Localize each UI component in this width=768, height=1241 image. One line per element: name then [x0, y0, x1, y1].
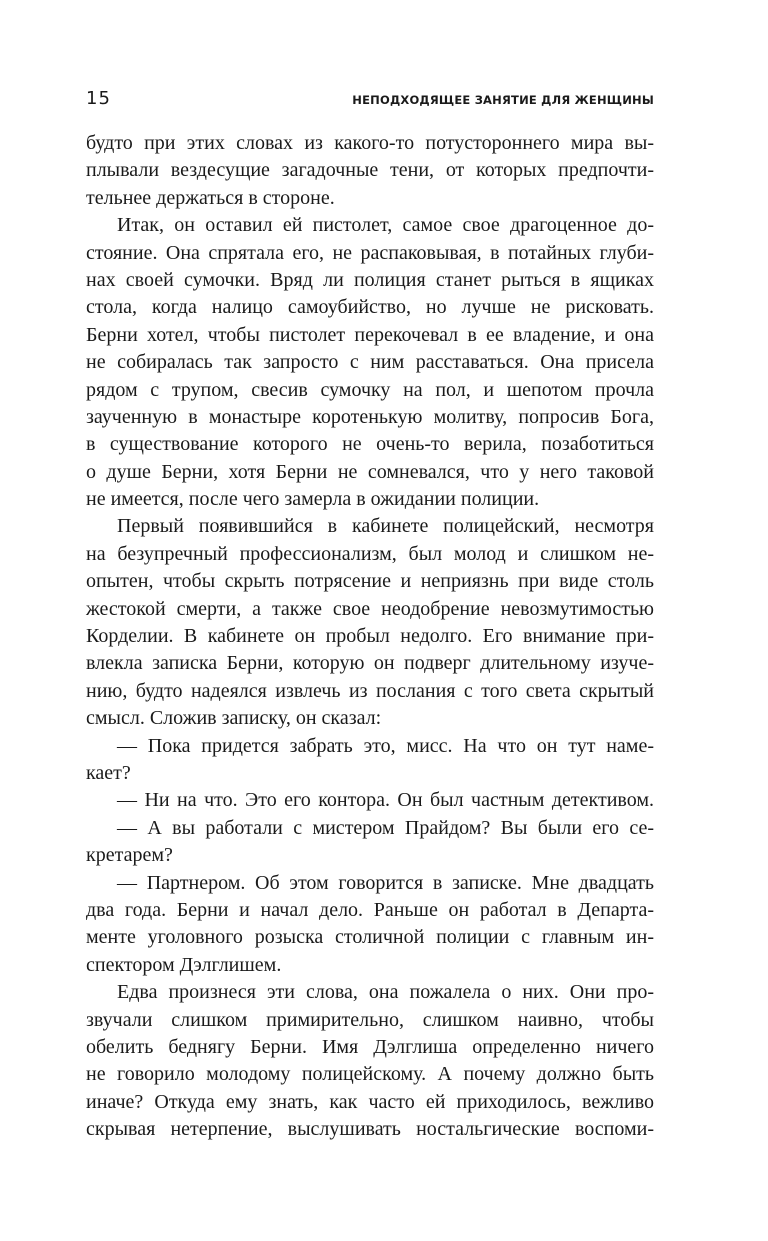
text-line: — Партнером. Об этом говорится в записке. Мне двадцать — [117, 871, 654, 894]
text-line: — Пока придется забрать это, мисс. На что он тут наме- — [117, 734, 654, 757]
text-line: спектором Дэлглишем. — [86, 953, 282, 976]
text-line: на безупречный профессионализм, был молод и слишком не- — [86, 542, 654, 565]
text-line: плывали вездесущие загадочные тени, от которых предпочти- — [86, 159, 654, 182]
text-line: кает? — [86, 761, 131, 784]
text-line: — Ни на что. Это его контора. Он был частным детективом. — [117, 789, 654, 812]
text-line: жестокой смерти, а также свое неодобрение невозмутимостью — [86, 597, 654, 620]
text-line: в существование которого не очень-то верила, позаботиться — [86, 433, 654, 456]
page-number: 15 — [86, 88, 111, 109]
text-line: Корделии. В кабинете он пробыл недолго. Его внимание при- — [86, 625, 654, 648]
text-line: скрывая нетерпение, выслушивать ностальгические воспоми- — [86, 1118, 654, 1141]
text-line: будто при этих словах из какого-то потустороннего мира вы- — [86, 132, 654, 154]
running-title: НЕПОДХОДЯЩЕЕ ЗАНЯТИЕ ДЛЯ ЖЕНЩИНЫ — [352, 93, 654, 107]
text-line: Итак, он оставил ей пистолет, самое свое драгоценное до- — [117, 214, 654, 237]
text-line: стояние. Она спрятала его, не распаковывая, в потайных глуби- — [86, 241, 654, 264]
text-line: о душе Берни, хотя Берни не сомневался, что у него таковой — [86, 460, 654, 483]
body-text — [86, 130, 654, 1143]
text-line: — А вы работали с мистером Прайдом? Вы были его се- — [117, 816, 654, 839]
text-line: заученную в монастыре коротенькую молитву, попросив Бога, — [86, 405, 654, 428]
page-header — [86, 88, 654, 114]
text-line: обелить беднягу Берни. Имя Дэлглиша определенно ничего — [86, 1035, 654, 1058]
text-line: стола, когда налицо самоубийство, но лучше не рисковать. — [86, 296, 654, 319]
text-line: звучали слишком примирительно, слишком наивно, чтобы — [86, 1008, 654, 1031]
text-line: нах своей сумочки. Вряд ли полиция станет рыться в ящиках — [86, 268, 654, 291]
text-line: не собиралась так запросто с ним расставаться. Она присела — [86, 351, 654, 374]
text-line: влекла записка Берни, которую он подверг длительному изуче- — [86, 652, 654, 675]
text-line: два года. Берни и начал дело. Раньше он работал в Департа- — [86, 898, 654, 921]
text-line: Едва произнеся эти слова, она пожалела о них. Они про- — [117, 981, 654, 1004]
text-line: смысл. Сложив записку, он сказал: — [86, 707, 382, 730]
text-line: менте уголовного розыска столичной полиции с главным ин- — [86, 926, 654, 949]
text-line: кретарем? — [86, 844, 173, 867]
text-line: иначе? Откуда ему знать, как часто ей приходилось, вежливо — [86, 1090, 654, 1113]
text-line: Первый появившийся в кабинете полицейский, несмотря — [117, 515, 654, 538]
text-line: не говорило молодому полицейскому. А почему должно быть — [86, 1063, 654, 1086]
text-line: не имеется, после чего замерла в ожидании полиции. — [86, 488, 540, 511]
text-line: рядом с трупом, свесив сумочку на пол, и шепотом прочла — [86, 378, 654, 401]
text-line: опытен, чтобы скрыть потрясение и неприязнь при виде столь — [86, 570, 654, 593]
text-line: тельнее держаться в стороне. — [86, 186, 335, 209]
text-line: нию, будто надеялся извлечь из послания с того света скрытый — [86, 679, 654, 702]
text-line: Берни хотел, чтобы пистолет перекочевал в ее владение, и она — [86, 323, 654, 346]
